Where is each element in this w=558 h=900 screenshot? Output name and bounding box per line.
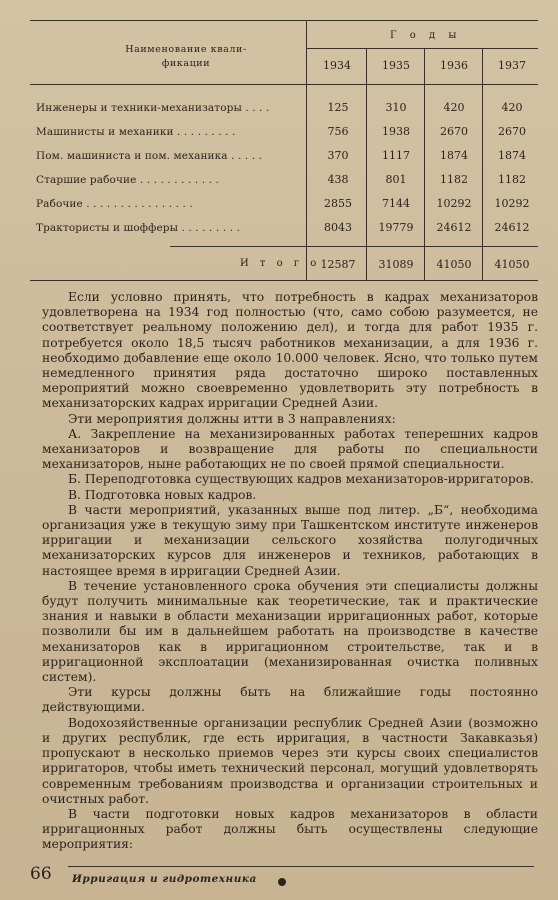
header-bottom-rule (30, 84, 538, 85)
table-cell: 24612 (436, 221, 472, 234)
table-cell: 801 (385, 173, 407, 186)
col-divider-4 (482, 48, 483, 280)
paragraph: В течение установленного срока обучения эти специалисты должны будут получить минимальные как теоретические, так и практические знания и навыки в области механизации ирригационных работ, которые позволили бы им в дальнейшем работать на производстве в качестве механизаторов как в ирригационном строительстве, так и в ирригационной эксплоатации (механизированная очистка поливных систем). (42, 578, 538, 685)
footer-rule (68, 866, 534, 867)
total-label: И т о г о (240, 258, 321, 269)
table-cell: 1874 (498, 149, 526, 162)
table-cell: 1182 (498, 173, 526, 186)
staff-table (30, 20, 538, 280)
table-cell: 2670 (440, 125, 468, 138)
table-cell: 2855 (324, 197, 352, 210)
qualification-header: Наименование квали- фикации (125, 44, 247, 69)
table-cell: 10292 (494, 197, 530, 210)
table-cell: 310 (385, 101, 407, 114)
years-rule (306, 48, 538, 49)
paragraph: Эти мероприятия должны итти в 3 направлениях: (68, 411, 396, 426)
year-1937: 1937 (498, 59, 526, 72)
year-1935: 1935 (382, 59, 410, 72)
table-cell: 1182 (440, 173, 468, 186)
table-cell: 1874 (440, 149, 468, 162)
row-label-senior-workers: Старшие рабочие . . . . . . . . . . . . (36, 174, 219, 186)
table-cell: 10292 (436, 197, 472, 210)
page-number: 66 (30, 864, 52, 884)
paragraph: В. Подготовка новых кадров. (68, 487, 257, 502)
paragraph: Эти курсы должны быть на ближайшие годы постоянно действующими. (42, 685, 538, 715)
year-1936: 1936 (440, 59, 468, 72)
article-body (42, 290, 538, 853)
total-cell: 41050 (436, 258, 472, 271)
col-divider-2 (366, 48, 367, 280)
ink-dot (278, 878, 286, 886)
paragraph: Если условно принять, что потребность в кадрах механизаторов удовлетворена на 1934 год полностью (что, само собою разумеется, не соответствует реальному положению дел), и тогда для работ 1935 г. потребуется около 18,5 тысяч работников механизации, а для 1936 г. необходимо добавление еще около 10.000 человек. Ясно, что только путем немедленного принятия ряда достаточно широко поставленных мероприятий можно своевременно удовлетворить эту потребность в механизаторских кадрах ирригации Средней Азии. (42, 290, 538, 411)
page-footer (24, 864, 534, 894)
table-cell: 19779 (378, 221, 414, 234)
table-top-rule (30, 20, 538, 21)
table-cell: 1117 (382, 149, 410, 162)
table-cell: 370 (327, 149, 349, 162)
paragraph: В части подготовки новых кадров механизаторов в области ирригационных работ должны быть осуществлены следующие мероприятия: (42, 806, 538, 852)
table-bottom-rule (30, 280, 538, 281)
table-cell: 8043 (324, 221, 352, 234)
table-cell: 125 (327, 101, 349, 114)
table-cell: 24612 (494, 221, 530, 234)
table-cell: 7144 (382, 197, 410, 210)
year-1934: 1934 (323, 59, 351, 72)
row-label-assistants: Пом. машиниста и пом. механика . . . . . (36, 150, 263, 162)
paragraph: Водохозяйственные организации республик Средней Азии (возможно и других республик, где есть ирригация, в частности Закавказья) пропускают в несколько приемов через эти курсы своих специалистов ирригаторов, чтобы иметь технический персонал, могущий удовлетворять современным требованиям производства и организации строительных и очистных работ. (42, 715, 538, 806)
paragraph: Б. Переподготовка существующих кадров механизаторов-ирригаторов. (68, 472, 534, 487)
table-cell: 2670 (498, 125, 526, 138)
row-label-engineers: Инженеры и техники-механизаторы . . . . (36, 102, 270, 114)
row-label-drivers: Трактористы и шофферы . . . . . . . . . (36, 222, 240, 234)
table-cell: 756 (327, 125, 349, 138)
journal-title: Ирригация и гидротехника (72, 873, 257, 885)
table-cell: 438 (327, 173, 349, 186)
table-cell: 420 (443, 101, 465, 114)
row-label-machinists: Машинисты и механики . . . . . . . . . (36, 126, 236, 138)
table-cell: 420 (501, 101, 523, 114)
paragraph: В части мероприятий, указанных выше под литер. „Б“, необходима организация уже в текущую зиму при Ташкентском институте инженеров ирригации и механизации сельского хозяйства полугодичных механизаторских курсов для инженеров и техников, работающих в настоящее время в ирригации Средней Азии. (42, 502, 538, 578)
total-cell: 41050 (494, 258, 530, 271)
total-cell: 12587 (320, 258, 356, 271)
years-header: Г о д ы (390, 30, 462, 41)
table-cell: 1938 (382, 125, 410, 138)
col-divider-3 (424, 48, 425, 280)
total-cell: 31089 (378, 258, 414, 271)
row-label-workers: Рабочие . . . . . . . . . . . . . . . . (36, 198, 193, 210)
paragraph: А. Закрепление на механизированных работах теперешних кадров механизаторов и возвращение для работы по специальности механизаторов, ныне работающих не по своей прямой специальности. (42, 426, 538, 472)
